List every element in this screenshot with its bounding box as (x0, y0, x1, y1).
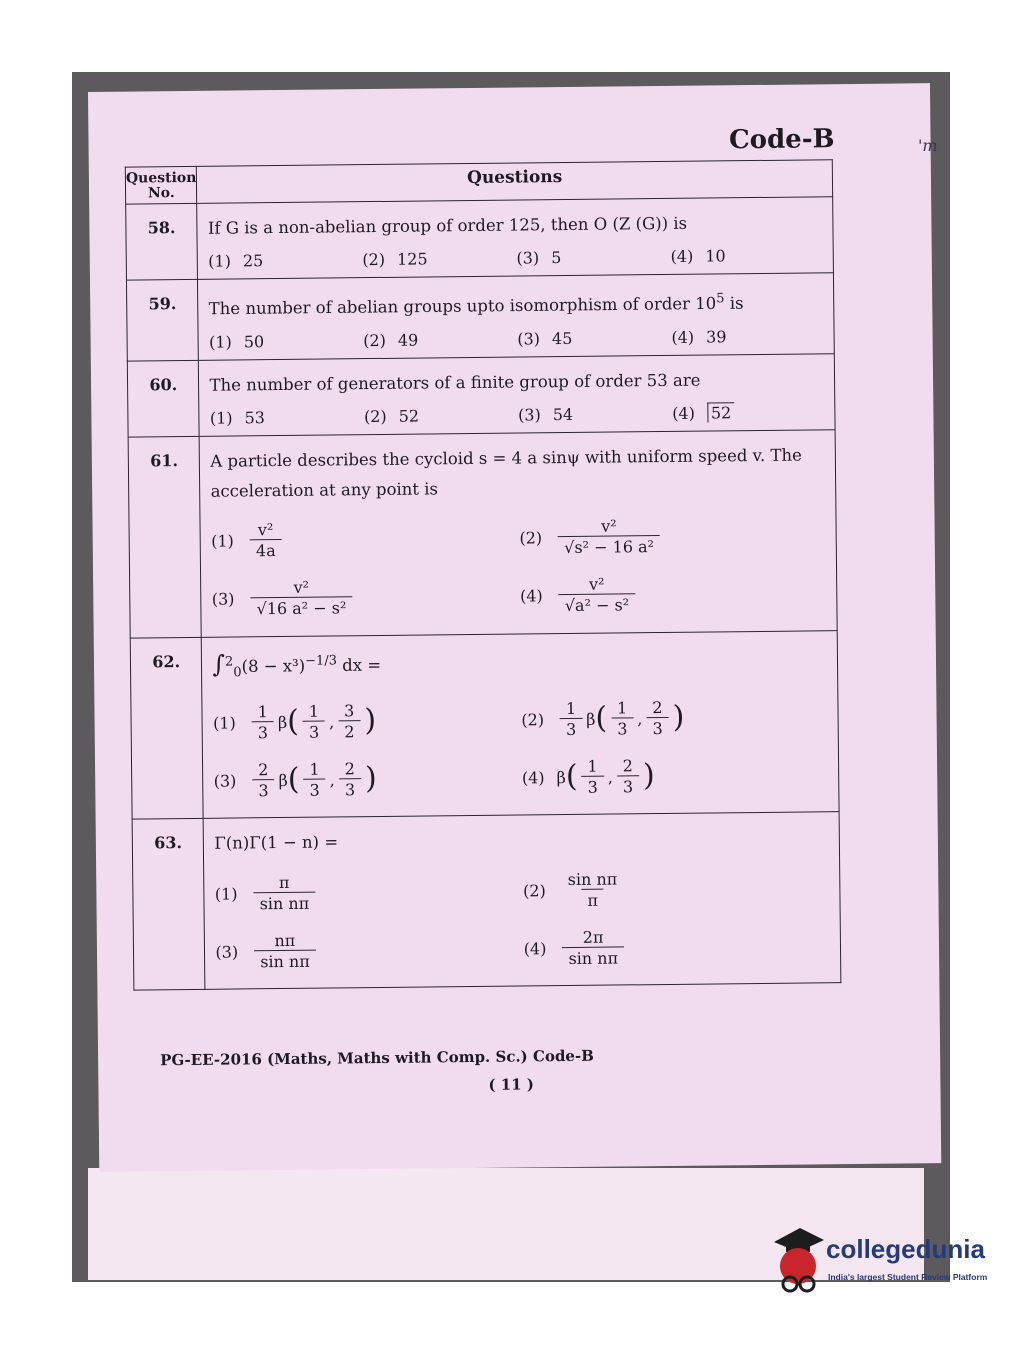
option-1: (1) 50 (208, 331, 265, 352)
question-number: 59. (126, 279, 198, 360)
brand-name: collegedunia (826, 1234, 985, 1264)
question-row (126, 197, 834, 280)
option-2: (2) 49 (363, 330, 419, 350)
option-2: (2) $\frac{\text{sin nπ}}{\pi}$ (523, 859, 832, 920)
option-3: (3) 54 (518, 404, 574, 425)
paper-code: Code-B (728, 124, 835, 156)
question-number: 63. (132, 819, 205, 991)
exam-page (88, 83, 941, 1172)
fraction: $\frac{\text{sin nπ}}{\pi}$ (567, 869, 618, 910)
fraction: $\frac{\text{v²}}{\text{√s² − 16 a²}}$ (558, 517, 660, 557)
mascot-icon (770, 1222, 826, 1312)
fraction: $\frac{\text{v²}}{\text{√16 a² − s²}}$ (250, 578, 352, 618)
option-4: (4) 39 (671, 326, 727, 347)
option-3: (3) $\frac{2}{3}$ β ( $\frac{1}{3}$ , $\frac{2}{3}$ ) (213, 759, 377, 801)
option-2: (2) 52 (363, 406, 420, 426)
column-header-questions: Questions (197, 160, 833, 204)
question-number: 58. (126, 203, 198, 280)
option-4: (4) 10 (670, 246, 726, 266)
fraction: $\frac{\text{v²}}{\text{√a² − s²}}$ (559, 575, 636, 615)
question-row (126, 273, 834, 361)
question-stem: $\int^2_0(8 - x^3)^{-1/3}$ dx = (212, 649, 382, 680)
question-stem: The number of abelian groups upto isomorphism of order $10^5$ is (208, 291, 744, 319)
question-row (132, 812, 841, 990)
fraction: $\frac{2\pi}{\text{sin nπ}}$ (562, 928, 624, 968)
question-row (128, 429, 837, 637)
question-number: 60. (127, 360, 199, 437)
option-3: (3) 45 (517, 328, 573, 349)
option-2: (2) 125 (362, 249, 428, 270)
option-4: (4) β ( $\frac{1}{3}$ , $\frac{2}{3}$ ) (521, 756, 655, 797)
question-row (127, 353, 835, 436)
fraction: $\frac{\pi}{\text{sin nπ}}$ (253, 873, 315, 913)
option-1: (1) 53 (209, 407, 266, 428)
paper-footer: PG-EE-2016 (Maths, Maths with Comp. Sc.) Code-B (160, 1046, 594, 1070)
option-1: (1) 25 (208, 251, 264, 271)
option-3: (3) $\frac{\text{v²}}{\text{√16 a² − s²}}$ (211, 567, 520, 628)
option-2: (2) $\frac{\text{v²}}{\text{√s² − 16 a²}}$ (519, 506, 828, 567)
fraction: $\frac{n\pi}{\text{sin nπ}}$ (254, 931, 316, 971)
fraction: $\frac{\text{v²}}{4a}$ (250, 521, 282, 560)
option-4: (4) $\frac{2\pi}{\text{sin nπ}}$ (523, 917, 832, 978)
collegedunia-watermark (770, 1222, 1000, 1312)
option-4: (4) $\frac{\text{v²}}{\text{√a² − s²}}$ (520, 564, 829, 625)
option-3: (3) 5 (516, 248, 562, 268)
handwritten-mark: 'm (918, 136, 938, 155)
question-stem: The number of generators of a finite group of order 53 are (209, 370, 701, 395)
page-number: ( 11 ) (488, 1075, 535, 1094)
option-1: (1) $\frac{\text{v²}}{4a}$ (211, 509, 520, 570)
option-4: (4) 52 (672, 402, 826, 423)
question-row (130, 630, 839, 819)
option-1: (1) $\frac{\pi}{\text{sin nπ}}$ (215, 862, 524, 923)
column-header-question-no: Question No. (125, 166, 197, 204)
option-2: (2) $\frac{1}{3}$ β ( $\frac{1}{3}$ , $\frac{2}{3}$ ) (521, 697, 685, 739)
option-3: (3) $\frac{n\pi}{\text{sin nπ}}$ (215, 920, 524, 981)
option-1: (1) $\frac{1}{3}$ β ( $\frac{1}{3}$ , $\frac{3}{2}$ ) (212, 701, 377, 743)
question-stem: If G is a non-abelian group of order 125, then O (Z (G)) is (207, 213, 688, 238)
question-stem: Γ(n)Γ(1 − n) = (214, 832, 339, 854)
factorial-notation: 52 (707, 402, 735, 422)
question-number: 61. (128, 436, 202, 638)
question-stem: A particle describes the cycloid s = 4 a sinψ with uniform speed v. The acceleration at any point is (210, 445, 802, 501)
question-number: 62. (130, 637, 203, 820)
brand-tagline: India's largest Student Review Platform (828, 1272, 988, 1282)
question-table (125, 159, 842, 991)
